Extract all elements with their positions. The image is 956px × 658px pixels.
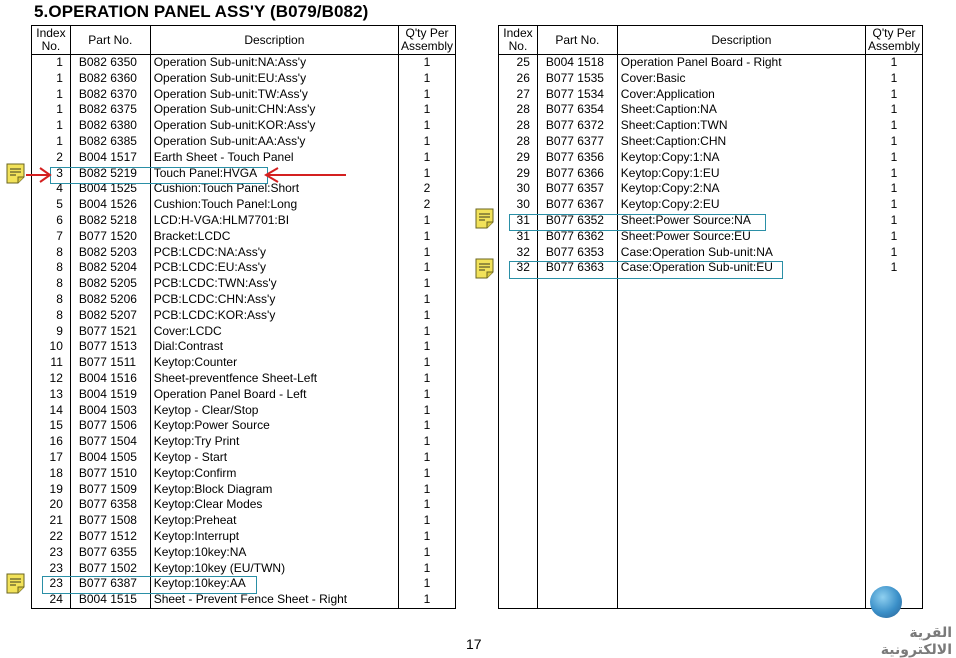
cell-part-no: B004 1525 — [70, 181, 150, 197]
table-row — [32, 118, 456, 134]
table-row — [499, 213, 923, 229]
table-row — [499, 71, 923, 87]
cell-part-no: B077 6353 — [537, 245, 617, 261]
cell-index: 3 — [32, 166, 71, 182]
cell-qty: 1 — [399, 308, 456, 324]
cell-description: Cushion:Touch Panel:Long — [150, 197, 398, 213]
empty-cell — [32, 608, 71, 609]
cell-description: Keytop:10key (EU/TWN) — [150, 561, 398, 577]
table-row — [499, 55, 923, 71]
table-row — [32, 497, 456, 513]
cell-part-no: B004 1517 — [70, 150, 150, 166]
cell-qty: 1 — [399, 450, 456, 466]
cell-part-no: B004 1516 — [70, 371, 150, 387]
cell-description: Keytop:Copy:2:NA — [617, 181, 865, 197]
table-row — [32, 197, 456, 213]
cell-part-no: B077 6355 — [70, 545, 150, 561]
cell-part-no: B077 1511 — [70, 355, 150, 371]
cell-index: 10 — [32, 339, 71, 355]
cell-index: 31 — [499, 229, 538, 245]
cell-part-no: B077 1510 — [70, 466, 150, 482]
parts-table-left-body — [32, 55, 456, 609]
parts-table-left — [31, 25, 456, 609]
parts-table-right-body — [499, 55, 923, 609]
table-header-row — [32, 26, 456, 55]
cell-part-no: B082 6350 — [70, 55, 150, 71]
empty-cell — [617, 276, 865, 608]
cell-qty: 1 — [399, 118, 456, 134]
cell-description: Operation Sub-unit:AA:Ass'y — [150, 134, 398, 150]
table-row — [32, 339, 456, 355]
cell-index: 4 — [32, 181, 71, 197]
cell-qty: 1 — [399, 355, 456, 371]
table-row — [32, 55, 456, 71]
cell-index: 30 — [499, 181, 538, 197]
cell-index: 12 — [32, 371, 71, 387]
page-title: 5.OPERATION PANEL ASS'Y (B079/B082) — [34, 2, 369, 21]
cell-part-no: B082 5206 — [70, 292, 150, 308]
cell-part-no: B077 6372 — [537, 118, 617, 134]
cell-index: 9 — [32, 324, 71, 340]
cell-index: 26 — [499, 71, 538, 87]
cell-part-no: B082 6375 — [70, 102, 150, 118]
cell-index: 28 — [499, 134, 538, 150]
table-row — [499, 229, 923, 245]
cell-part-no: B004 1519 — [70, 387, 150, 403]
cell-part-no: B004 1526 — [70, 197, 150, 213]
note-icon[interactable] — [6, 163, 25, 184]
cell-part-no: B082 5207 — [70, 308, 150, 324]
cell-index: 15 — [32, 418, 71, 434]
cell-qty: 1 — [866, 229, 923, 245]
table-row — [32, 213, 456, 229]
cell-index: 5 — [32, 197, 71, 213]
cell-description: Cushion:Touch Panel:Short — [150, 181, 398, 197]
cell-description: Keytop - Start — [150, 450, 398, 466]
cell-qty: 1 — [866, 166, 923, 182]
cell-description: Keytop:Counter — [150, 355, 398, 371]
page-number: 17 — [466, 636, 482, 652]
cell-qty: 1 — [399, 229, 456, 245]
cell-description: Keytop:Block Diagram — [150, 482, 398, 498]
cell-description: Dial:Contrast — [150, 339, 398, 355]
cell-index: 11 — [32, 355, 71, 371]
cell-part-no: B004 1503 — [70, 403, 150, 419]
cell-description: Sheet:Power Source:EU — [617, 229, 865, 245]
table-row — [499, 118, 923, 134]
cell-qty: 1 — [399, 513, 456, 529]
cell-index: 20 — [32, 497, 71, 513]
cell-description: Sheet:Caption:TWN — [617, 118, 865, 134]
cell-index: 7 — [32, 229, 71, 245]
cell-index: 13 — [32, 387, 71, 403]
cell-index: 8 — [32, 245, 71, 261]
cell-description: Operation Panel Board - Left — [150, 387, 398, 403]
cell-qty: 1 — [866, 55, 923, 71]
cell-qty: 2 — [399, 197, 456, 213]
cell-index: 1 — [32, 102, 71, 118]
cell-index: 2 — [32, 150, 71, 166]
cell-part-no: B077 1535 — [537, 71, 617, 87]
cell-index: 8 — [32, 308, 71, 324]
cell-description: Keytop:Copy:1:EU — [617, 166, 865, 182]
cell-part-no: B077 6362 — [537, 229, 617, 245]
cell-index: 29 — [499, 166, 538, 182]
cell-part-no: B077 6387 — [70, 576, 150, 592]
cell-index: 18 — [32, 466, 71, 482]
cell-qty: 1 — [399, 592, 456, 608]
table-row — [32, 308, 456, 324]
cell-part-no: B082 6385 — [70, 134, 150, 150]
table-row — [32, 513, 456, 529]
cell-index: 1 — [32, 134, 71, 150]
cell-qty: 1 — [399, 434, 456, 450]
cell-description: Keytop - Clear/Stop — [150, 403, 398, 419]
cell-part-no: B077 6354 — [537, 102, 617, 118]
logo — [846, 586, 954, 657]
table-row — [32, 466, 456, 482]
header-index: Index No. — [499, 26, 538, 55]
cell-index: 19 — [32, 482, 71, 498]
header-description: Description — [150, 26, 398, 55]
cell-part-no: B077 6363 — [537, 260, 617, 276]
table-header-row — [499, 26, 923, 55]
header-part-no: Part No. — [537, 26, 617, 55]
cell-description: Sheet:Caption:NA — [617, 102, 865, 118]
cell-part-no: B077 6358 — [70, 497, 150, 513]
cell-description: Sheet:Caption:CHN — [617, 134, 865, 150]
cell-description: Operation Sub-unit:CHN:Ass'y — [150, 102, 398, 118]
cell-description: Cover:Application — [617, 87, 865, 103]
header-qty: Q'ty Per Assembly — [866, 26, 923, 55]
cell-qty: 1 — [399, 87, 456, 103]
cell-part-no: B077 6352 — [537, 213, 617, 229]
cell-index: 1 — [32, 118, 71, 134]
cell-qty: 1 — [399, 55, 456, 71]
table-row — [32, 292, 456, 308]
cell-description: Case:Operation Sub-unit:NA — [617, 245, 865, 261]
table-row — [32, 418, 456, 434]
table-row — [32, 166, 456, 182]
cell-description: Keytop:Interrupt — [150, 529, 398, 545]
cell-index: 16 — [32, 434, 71, 450]
cell-description: Cover:LCDC — [150, 324, 398, 340]
cell-index: 22 — [32, 529, 71, 545]
logo-text: القرية الالكترونية — [880, 624, 952, 657]
cell-qty: 1 — [399, 403, 456, 419]
cell-index: 27 — [499, 87, 538, 103]
cell-description: Keytop:Try Print — [150, 434, 398, 450]
cell-description: Keytop:10key:NA — [150, 545, 398, 561]
table-row — [32, 229, 456, 245]
cell-part-no: B077 1512 — [70, 529, 150, 545]
empty-cell — [499, 276, 538, 608]
cell-qty: 1 — [399, 245, 456, 261]
cell-qty: 1 — [399, 339, 456, 355]
cell-index: 14 — [32, 403, 71, 419]
cell-qty: 1 — [399, 466, 456, 482]
table-row — [32, 403, 456, 419]
table-row — [32, 434, 456, 450]
header-description: Description — [617, 26, 865, 55]
cell-qty: 1 — [866, 245, 923, 261]
cell-description: Sheet-preventfence Sheet-Left — [150, 371, 398, 387]
cell-qty: 1 — [866, 134, 923, 150]
cell-qty: 1 — [866, 150, 923, 166]
table-row — [32, 387, 456, 403]
note-icon[interactable] — [475, 208, 494, 229]
cell-qty: 1 — [399, 71, 456, 87]
cell-index: 8 — [32, 292, 71, 308]
cell-description: PCB:LCDC:NA:Ass'y — [150, 245, 398, 261]
cell-index: 23 — [32, 561, 71, 577]
cell-part-no: B082 5205 — [70, 276, 150, 292]
cell-qty: 1 — [399, 418, 456, 434]
table-row — [32, 482, 456, 498]
cell-index: 25 — [499, 55, 538, 71]
table-row — [499, 260, 923, 276]
cell-qty: 1 — [866, 102, 923, 118]
cell-qty: 1 — [399, 576, 456, 592]
table-row — [32, 87, 456, 103]
cell-description: Touch Panel:HVGA — [150, 166, 398, 182]
cell-part-no: B077 6357 — [537, 181, 617, 197]
cell-index: 28 — [499, 102, 538, 118]
cell-qty: 1 — [399, 150, 456, 166]
cell-description: Keytop:Clear Modes — [150, 497, 398, 513]
empty-cell — [866, 276, 923, 608]
table-row — [32, 324, 456, 340]
cell-description: Sheet:Power Source:NA — [617, 213, 865, 229]
cell-qty: 1 — [399, 166, 456, 182]
table-row — [499, 150, 923, 166]
cell-index: 1 — [32, 87, 71, 103]
cell-qty: 1 — [399, 371, 456, 387]
cell-part-no: B082 6380 — [70, 118, 150, 134]
cell-part-no: B077 1504 — [70, 434, 150, 450]
cell-index: 32 — [499, 260, 538, 276]
cell-qty: 2 — [399, 181, 456, 197]
cell-index: 32 — [499, 245, 538, 261]
table-row — [32, 576, 456, 592]
cell-part-no: B077 6367 — [537, 197, 617, 213]
table-row — [499, 134, 923, 150]
cell-qty: 1 — [866, 197, 923, 213]
cell-part-no: B004 1505 — [70, 450, 150, 466]
cell-description: PCB:LCDC:KOR:Ass'y — [150, 308, 398, 324]
cell-index: 24 — [32, 592, 71, 608]
cell-index: 31 — [499, 213, 538, 229]
table-row — [499, 102, 923, 118]
cell-description: Keytop:10key:AA — [150, 576, 398, 592]
note-icon[interactable] — [6, 573, 25, 594]
empty-cell — [537, 276, 617, 608]
cell-description: Operation Sub-unit:EU:Ass'y — [150, 71, 398, 87]
table-row — [32, 561, 456, 577]
cell-part-no: B077 1513 — [70, 339, 150, 355]
cell-qty: 1 — [866, 71, 923, 87]
cell-part-no: B077 6356 — [537, 150, 617, 166]
cell-qty: 1 — [399, 260, 456, 276]
table-row — [32, 102, 456, 118]
cell-part-no: B077 6366 — [537, 166, 617, 182]
cell-qty: 1 — [866, 87, 923, 103]
table-row — [32, 150, 456, 166]
cell-part-no: B077 6377 — [537, 134, 617, 150]
table-row — [32, 450, 456, 466]
cell-part-no: B077 1502 — [70, 561, 150, 577]
cell-part-no: B077 1534 — [537, 87, 617, 103]
red-arrow-right-icon — [262, 167, 346, 183]
cell-part-no: B082 6370 — [70, 87, 150, 103]
cell-description: Earth Sheet - Touch Panel — [150, 150, 398, 166]
cell-description: Operation Panel Board - Right — [617, 55, 865, 71]
cell-description: LCD:H-VGA:HLM7701:BI — [150, 213, 398, 229]
cell-index: 23 — [32, 576, 71, 592]
cell-qty: 1 — [399, 529, 456, 545]
header-part-no: Part No. — [70, 26, 150, 55]
table-row — [32, 276, 456, 292]
table-row — [32, 245, 456, 261]
cell-description: PCB:LCDC:CHN:Ass'y — [150, 292, 398, 308]
table-row — [32, 545, 456, 561]
table-row — [32, 181, 456, 197]
table-row — [499, 166, 923, 182]
cell-description: Cover:Basic — [617, 71, 865, 87]
globe-logo-icon — [870, 586, 902, 618]
table-row — [32, 71, 456, 87]
cell-description: Keytop:Copy:1:NA — [617, 150, 865, 166]
cell-index: 1 — [32, 55, 71, 71]
cell-description: Operation Sub-unit:KOR:Ass'y — [150, 118, 398, 134]
cell-index: 23 — [32, 545, 71, 561]
cell-qty: 1 — [399, 213, 456, 229]
cell-description: Bracket:LCDC — [150, 229, 398, 245]
table-row — [32, 529, 456, 545]
cell-qty: 1 — [399, 387, 456, 403]
cell-description: Keytop:Confirm — [150, 466, 398, 482]
cell-index: 29 — [499, 150, 538, 166]
cell-qty: 1 — [399, 561, 456, 577]
table-row — [32, 592, 456, 608]
cell-index: 30 — [499, 197, 538, 213]
cell-part-no: B004 1518 — [537, 55, 617, 71]
cell-description: Case:Operation Sub-unit:EU — [617, 260, 865, 276]
cell-index: 21 — [32, 513, 71, 529]
table-row — [499, 181, 923, 197]
cell-part-no: B082 5204 — [70, 260, 150, 276]
cell-qty: 1 — [866, 213, 923, 229]
cell-qty: 1 — [399, 482, 456, 498]
table-row — [32, 371, 456, 387]
cell-qty: 1 — [399, 545, 456, 561]
cell-part-no: B082 5218 — [70, 213, 150, 229]
parts-table-right — [498, 25, 923, 609]
cell-index: 1 — [32, 71, 71, 87]
cell-part-no: B082 5203 — [70, 245, 150, 261]
cell-description: Operation Sub-unit:TW:Ass'y — [150, 87, 398, 103]
note-icon[interactable] — [475, 258, 494, 279]
red-arrow-left-icon — [26, 167, 54, 183]
cell-part-no: B077 1520 — [70, 229, 150, 245]
cell-index: 8 — [32, 260, 71, 276]
empty-cell — [150, 608, 398, 609]
cell-description: PCB:LCDC:TWN:Ass'y — [150, 276, 398, 292]
cell-qty: 1 — [399, 292, 456, 308]
cell-description: Operation Sub-unit:NA:Ass'y — [150, 55, 398, 71]
table-row — [499, 87, 923, 103]
table-filler-row — [499, 276, 923, 608]
cell-part-no: B077 1521 — [70, 324, 150, 340]
table-row — [32, 134, 456, 150]
cell-index: 17 — [32, 450, 71, 466]
cell-index: 28 — [499, 118, 538, 134]
cell-index: 8 — [32, 276, 71, 292]
cell-qty: 1 — [399, 102, 456, 118]
cell-qty: 1 — [866, 260, 923, 276]
cell-part-no: B077 1508 — [70, 513, 150, 529]
header-qty: Q'ty Per Assembly — [399, 26, 456, 55]
cell-part-no: B082 5219 — [70, 166, 150, 182]
cell-part-no: B082 6360 — [70, 71, 150, 87]
table-filler-row — [32, 608, 456, 609]
cell-part-no: B004 1515 — [70, 592, 150, 608]
table-row — [499, 197, 923, 213]
empty-cell — [399, 608, 456, 609]
table-row — [499, 245, 923, 261]
header-index: Index No. — [32, 26, 71, 55]
cell-qty: 1 — [399, 324, 456, 340]
cell-qty: 1 — [399, 134, 456, 150]
cell-part-no: B077 1509 — [70, 482, 150, 498]
table-row — [32, 260, 456, 276]
cell-description: Keytop:Power Source — [150, 418, 398, 434]
cell-qty: 1 — [866, 181, 923, 197]
cell-description: Keytop:Copy:2:EU — [617, 197, 865, 213]
cell-index: 6 — [32, 213, 71, 229]
cell-qty: 1 — [866, 118, 923, 134]
empty-cell — [70, 608, 150, 609]
cell-description: Keytop:Preheat — [150, 513, 398, 529]
cell-part-no: B077 1506 — [70, 418, 150, 434]
cell-description: Sheet - Prevent Fence Sheet - Right — [150, 592, 398, 608]
cell-qty: 1 — [399, 276, 456, 292]
cell-description: PCB:LCDC:EU:Ass'y — [150, 260, 398, 276]
table-row — [32, 355, 456, 371]
cell-qty: 1 — [399, 497, 456, 513]
